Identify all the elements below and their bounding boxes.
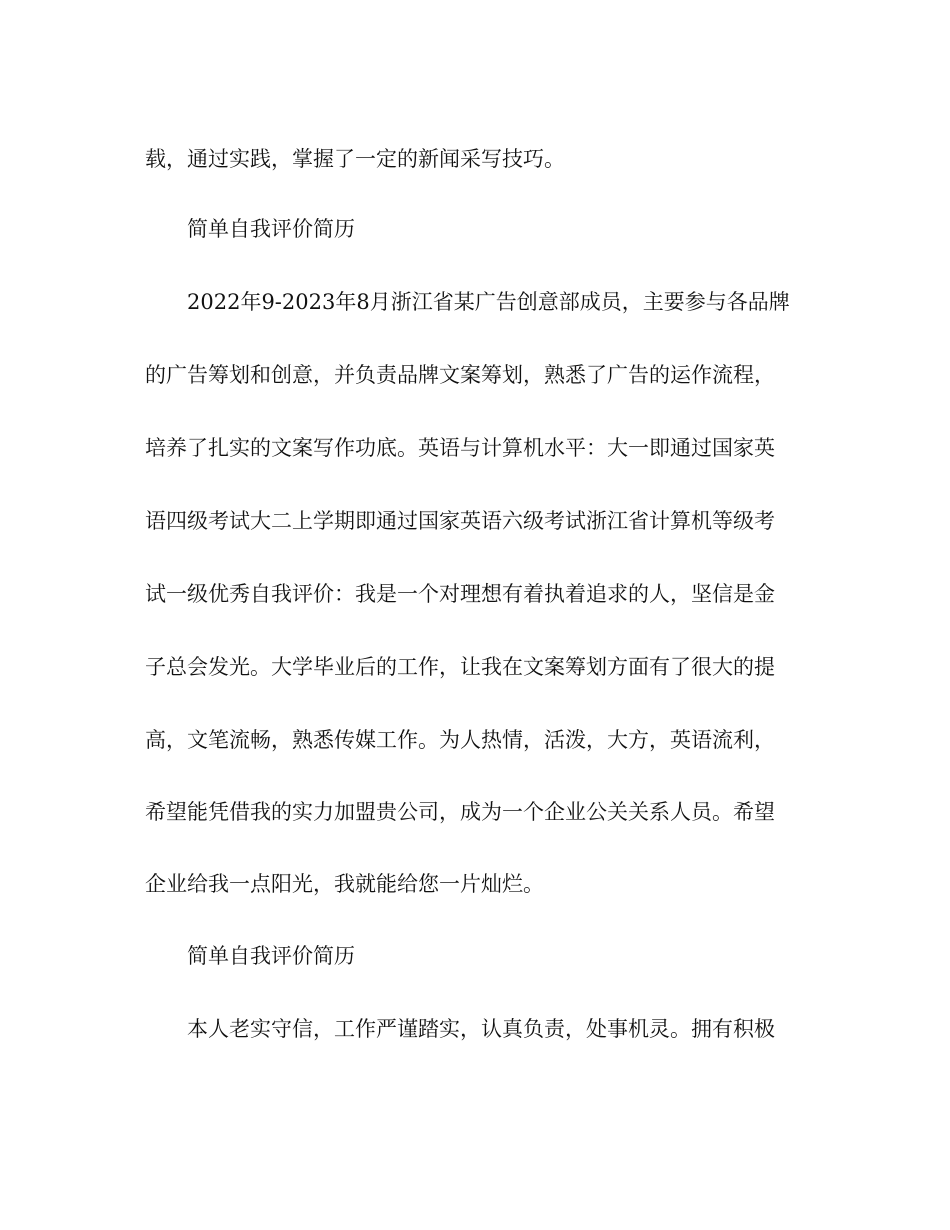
text-line-8: 子总会发光。大学毕业后的工作，让我在文案筹划方面有了很大的提 xyxy=(145,655,775,679)
text-line-5: 培养了扎实的文案写作功底。英语与计算机水平：大一即通过国家英 xyxy=(145,436,775,460)
text-line-10: 希望能凭借我的实力加盟贵公司，成为一个企业公关关系人员。希望 xyxy=(145,800,775,824)
text-line-6: 语四级考试大二上学期即通过国家英语六级考试浙江省计算机等级考 xyxy=(145,509,775,533)
text-line-3: 2022年9-2023年8月浙江省某广告创意部成员，主要参与各品牌 xyxy=(187,290,790,314)
section-heading-2: 简单自我评价简历 xyxy=(187,944,355,968)
text-line-9: 高，文笔流畅，熟悉传媒工作。为人热情，活泼，大方，英语流利， xyxy=(145,728,775,752)
text-line-1: 载，通过实践，掌握了一定的新闻采写技巧。 xyxy=(145,147,565,171)
text-line-7: 试一级优秀自我评价：我是一个对理想有着执着追求的人，坚信是金 xyxy=(145,582,775,606)
section-heading-1: 简单自我评价简历 xyxy=(187,217,355,241)
text-line-13: 本人老实守信，工作严谨踏实，认真负责，处事机灵。拥有积极 xyxy=(187,1017,775,1041)
text-line-11: 企业给我一点阳光，我就能给您一片灿烂。 xyxy=(145,872,544,896)
text-line-4: 的广告筹划和创意，并负责品牌文案筹划，熟悉了广告的运作流程， xyxy=(145,363,775,387)
